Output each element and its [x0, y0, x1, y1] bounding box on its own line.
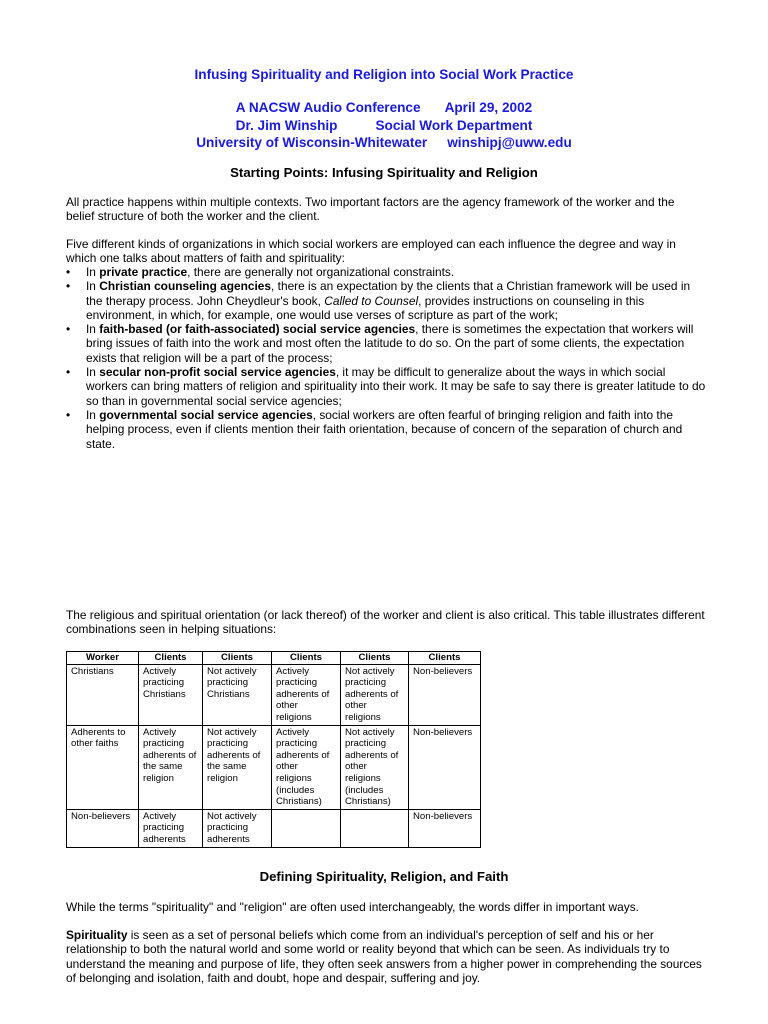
- table-cell: Actively practicing adherents of other religions: [272, 664, 341, 725]
- table-cell: Not actively practicing adherents: [203, 809, 272, 847]
- table-cell: [272, 809, 341, 847]
- bullet-icon: •: [66, 279, 71, 294]
- table-cell: Non-believers: [409, 725, 481, 809]
- column-header: Clients: [341, 652, 409, 665]
- table-header-row: [67, 652, 481, 665]
- table-cell: Actively practicing adherents: [139, 809, 203, 847]
- table-cell: Not actively practicing adherents of other religions: [341, 664, 409, 725]
- presenter-line: [0, 117, 768, 134]
- table-cell: Not actively practicing adherents of other religions (includes Christians): [341, 725, 409, 809]
- table-cell: Christians: [67, 664, 139, 725]
- column-header: Clients: [272, 652, 341, 665]
- column-header: Clients: [139, 652, 203, 665]
- paragraph-contexts: All practice happens within multiple contexts. Two important factors are the agency framework of the worker and the belief structure of both the worker and the client.: [66, 195, 675, 224]
- conference-date: April 29, 2002: [444, 100, 533, 115]
- paragraph-terms: While the terms "spirituality" and "religion" are often used interchangeably, the words differ in important ways.: [66, 900, 639, 914]
- table-cell: [341, 809, 409, 847]
- table-cell: Actively practicing adherents of other religions (includes Christians): [272, 725, 341, 809]
- list-item: • In Christian counseling agencies, there is an expectation by the clients that a Christian framework will be used in the therapy process. John Cheydleur's book, Called to Counsel, provides instructions on counseling in this environment, in which, for example, one would use verses of scripture as part of the work;: [66, 279, 691, 322]
- paragraph-orientation: The religious and spiritual orientation (or lack thereof) of the worker and client is also critical. This table illustrates different combinations seen in helping situations:: [66, 608, 705, 637]
- table-cell: Non-believers: [409, 664, 481, 725]
- list-item: • In governmental social service agencies, social workers are often fearful of bringing religion and faith into the helping process, even if clients mention their faith orientation, because of concern of the separation of church and state.: [66, 407, 683, 451]
- section-heading-starting-points: Starting Points: Infusing Spirituality and Religion: [230, 165, 538, 180]
- table-cell: Actively practicing adherents of the same religion: [139, 725, 203, 809]
- column-header: Clients: [203, 652, 272, 665]
- university-name: University of Wisconsin-Whitewater: [196, 135, 428, 150]
- paragraph-spirituality: Spirituality is seen as a set of personal beliefs which come from an individual's perception of self and his or her relationship to both the natural world and some world or reality beyond that which can be seen. As individuals try to understand the meaning and purpose of life, they often seek answers from a higher power in comprehending the sources of belonging and isolation, faith and doubt, hope and despair, suffering and joy.: [66, 928, 702, 985]
- book-title: Called to Counsel: [324, 293, 419, 308]
- table-row: [67, 664, 481, 725]
- contact-email[interactable]: winshipj@uww.edu: [447, 135, 572, 150]
- university-line: [0, 134, 768, 151]
- table-row: [67, 725, 481, 809]
- presenter-name: Dr. Jim Winship: [235, 118, 338, 133]
- table-row: [67, 809, 481, 847]
- orientation-table: [66, 651, 481, 848]
- conference-line: [0, 99, 768, 116]
- table-cell: Non-believers: [67, 809, 139, 847]
- column-header: Worker: [67, 652, 139, 665]
- table-cell: Non-believers: [409, 809, 481, 847]
- document-title: Infusing Spirituality and Religion into Social Work Practice: [194, 67, 574, 82]
- bullet-icon: •: [66, 365, 71, 380]
- table-cell: Not actively practicing Christians: [203, 664, 272, 725]
- bullet-icon: •: [66, 407, 71, 422]
- conference-name: A NACSW Audio Conference: [235, 100, 421, 115]
- bullet-icon: •: [66, 322, 71, 337]
- list-item: • In secular non-profit social service agencies, it may be difficult to generalize about the ways in which social workers can bring matters of religion and spirituality into their work. It may be safe to say there is greater latitude to do so than in governmental social service agencies;: [66, 365, 706, 408]
- table-cell: Adherents to other faiths: [67, 725, 139, 809]
- list-item: • In private practice, there are generally not organizational constraints.: [66, 265, 455, 279]
- table-cell: Actively practicing Christians: [139, 664, 203, 725]
- column-header: Clients: [409, 652, 481, 665]
- bullet-icon: •: [66, 265, 71, 279]
- table-cell: Not actively practicing adherents of the same religion: [203, 725, 272, 809]
- section-heading-defining: Defining Spirituality, Religion, and Faith: [259, 869, 509, 884]
- paragraph-organizations: Five different kinds of organizations in which social workers are employed can each influence the degree and way in which one talks about matters of faith and spirituality:: [66, 237, 676, 266]
- spirituality-term: Spirituality: [66, 928, 128, 942]
- department-name: Social Work Department: [375, 118, 533, 133]
- organization-list: [66, 265, 706, 451]
- list-item: • In faith-based (or faith-associated) social service agencies, there is sometimes the expectation that workers will bring issues of faith into the work and most often the latitude to do so. On the part of some clients, the expectation exists that religion will be a part of the process;: [66, 322, 694, 365]
